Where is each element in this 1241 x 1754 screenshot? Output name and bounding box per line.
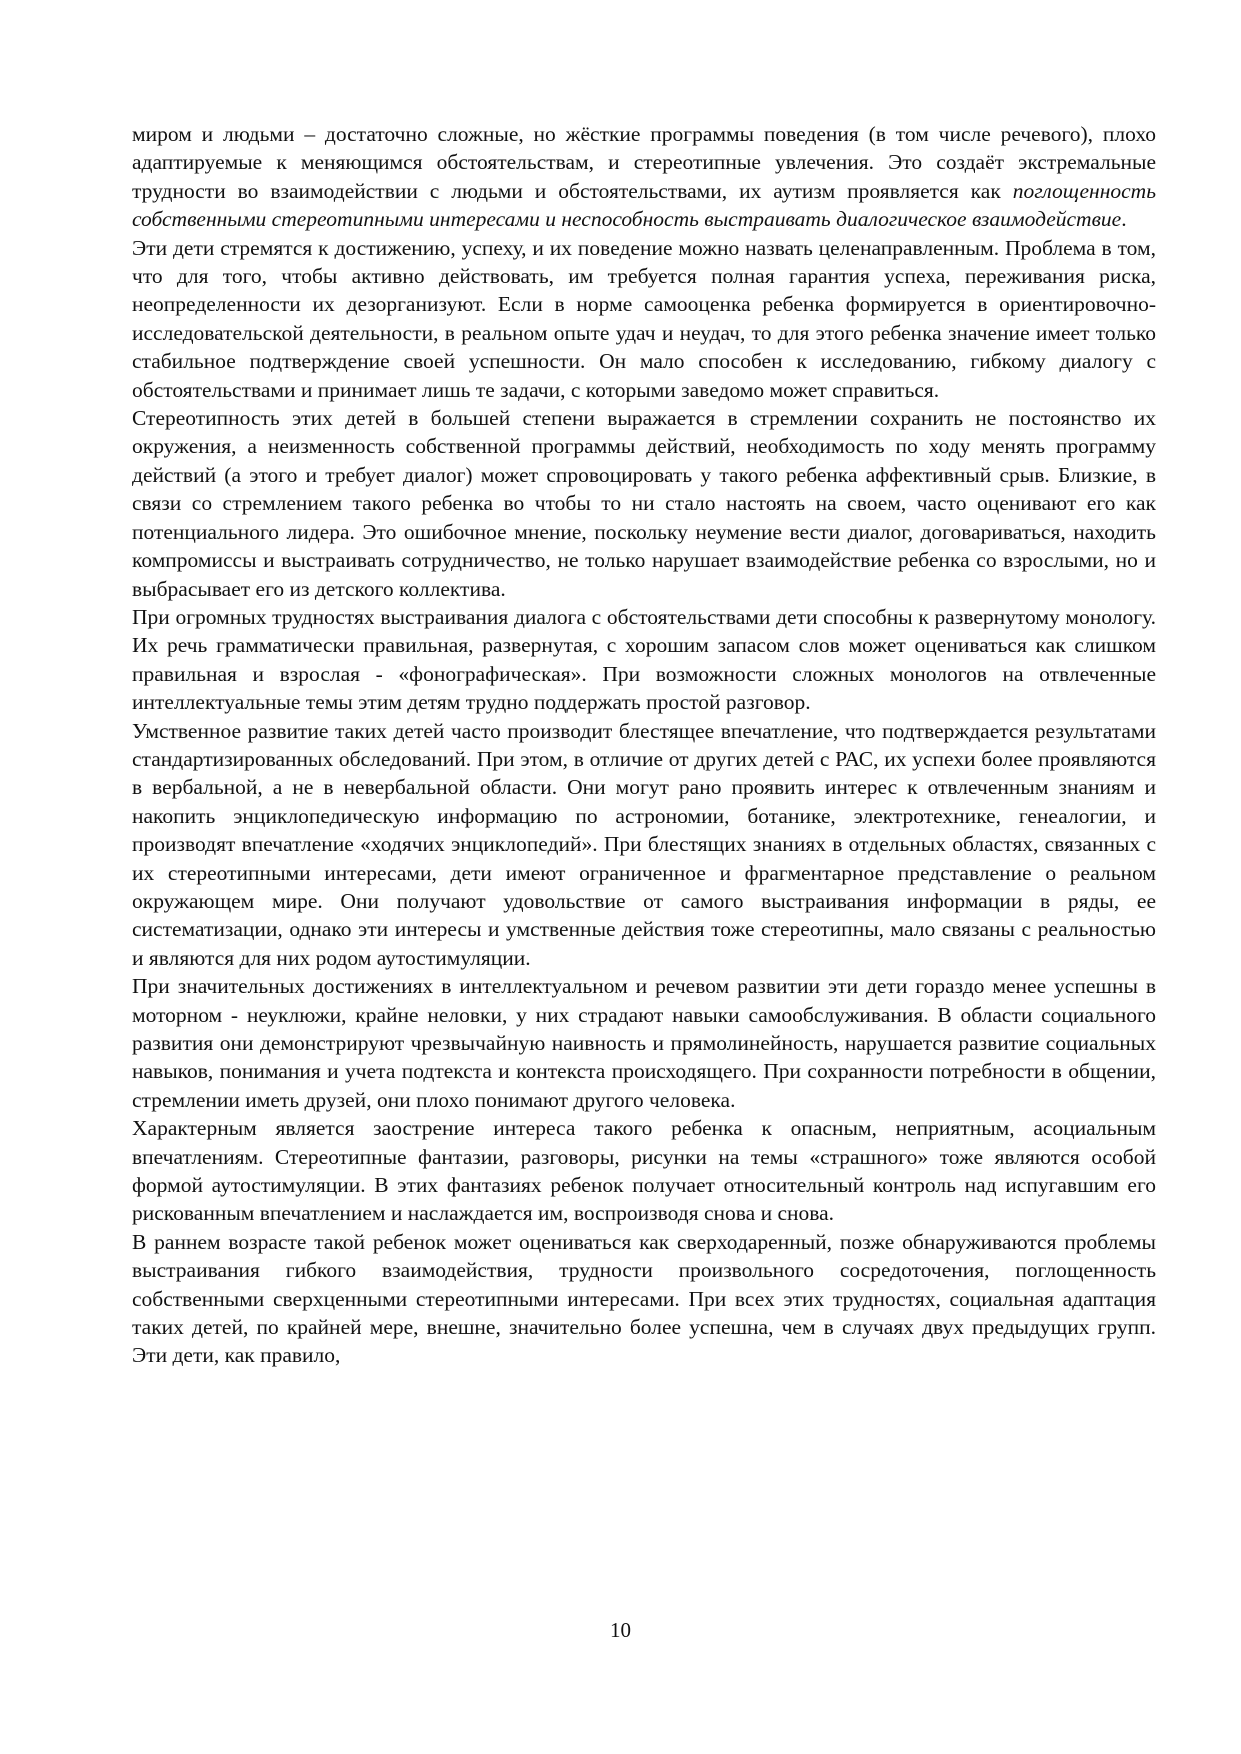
emphasized-phrase: поглощенность собственными стереотипными интересами и неспособность выстраивать диалогическое взаимодействие	[132, 178, 1156, 232]
paragraph-3: Стереотипность этих детей в большей степени выражается в стремлении сохранить не постоянство их окружения, а неизменность собственной программы действий, необходимость по ходу менять программу действий (а этого и требует диалог) может спровоцировать у такого ребенка аффективный срыв. Близкие, в связи со стремлением такого ребенка во чтобы то ни стало настоять на своем, часто оценивают его как потенциального лидера. Это ошибочное мнение, поскольку неумение вести диалог, договариваться, находить компромиссы и выстраивать сотрудничество, не только нарушает взаимодействие ребенка со взрослыми, но и выбрасывает его из детского коллектива.	[132, 406, 1156, 601]
paragraph-7: Характерным является заострение интереса такого ребенка к опасным, неприятным, асоциальным впечатлениям. Стереотипные фантазии, разговоры, рисунки на темы «страшного» тоже являются особой формой аутостимуляции. В этих фантазиях ребенок получает относительный контроль над испугавшим его рискованным впечатлением и наслаждается им, воспроизводя снова и снова.	[132, 1116, 1156, 1226]
body-text	[132, 120, 1156, 1370]
paragraph-1-end: .	[1121, 207, 1127, 232]
paragraph-6: При значительных достижениях в интеллектуальном и речевом развитии эти дети гораздо менее успешны в моторном - неуклюжи, крайне неловки, у них страдают навыки самообслуживания. В области социального развития они демонстрируют чрезвычайную наивность и прямолинейность, нарушается развитие социальных навыков, понимания и учета подтекста и контекста происходящего. При сохранности потребности в общении, стремлении иметь друзей, они плохо понимают другого человека.	[132, 974, 1156, 1112]
paragraph-1	[132, 120, 1156, 234]
paragraph-2: Эти дети стремятся к достижению, успеху, и их поведение можно назвать целенаправленным. Проблема в том, что для того, чтобы активно действовать, им требуется полная гарантия успеха, переживания риска, неопределенности их дезорганизуют. Если в норме самооценка ребенка формируется в ориентировочно-исследовательской деятельности, в реальном опыте удач и неудач, то для этого ребенка значение имеет только стабильное подтверждение своей успешности. Он мало способен к исследованию, гибкому диалогу с обстоятельствами и принимает лишь те задачи, с которыми заведомо может справиться.	[132, 235, 1156, 402]
paragraph-8: В раннем возрасте такой ребенок может оцениваться как сверходаренный, позже обнаруживаются проблемы выстраивания гибкого взаимодействия, трудности произвольного сосредоточения, поглощенность собственными сверхценными стереотипными интересами. При всех этих трудностях, социальная адаптация таких детей, по крайней мере, внешне, значительно более успешна, чем в случаях двух предыдущих групп. Эти дети, как правило,	[132, 1229, 1156, 1368]
paragraph-4: При огромных трудностях выстраивания диалога с обстоятельствами дети способны к развернутому монологу. Их речь грамматически правильная, развернутая, с хорошим запасом слов может оцениваться как слишком правильная и взрослая - «фонографическая». При возможности сложных монологов на отвлеченные интеллектуальные темы этим детям трудно поддержать простой разговор.	[132, 604, 1156, 715]
paragraph-5: Умственное развитие таких детей часто производит блестящее впечатление, что подтверждается результатами стандартизированных обследований. При этом, в отличие от других детей с РАС, их успехи более проявляются в вербальной, а не в невербальной области. Они могут рано проявить интерес к отвлеченным знаниям и накопить энциклопедическую информацию по астрономии, ботанике, электротехнике, генеалогии, и производят впечатление «ходячих энциклопедий». При блестящих знаниях в отдельных областях, связанных с их стереотипными интересами, дети имеют ограниченное и фрагментарное представление о реальном окружающем мире. Они получают удовольствие от самого выстраивания информации в ряды, ее систематизации, однако эти интересы и умственные действия тоже стереотипны, мало связаны с реальностью и являются для них родом аутостимуляции.	[132, 718, 1156, 970]
page-number: 10	[610, 1618, 631, 1642]
paragraph-1-text: миром и людьми – достаточно сложные, но жёсткие программы поведения (в том числе речевого), плохо адаптируемые к меняющимся обстоятельствам, и стереотипные увлечения. Это создаёт экстремальные трудности во взаимодействии с людьми и обстоятельствами, их аутизм проявляется как	[132, 122, 1156, 203]
